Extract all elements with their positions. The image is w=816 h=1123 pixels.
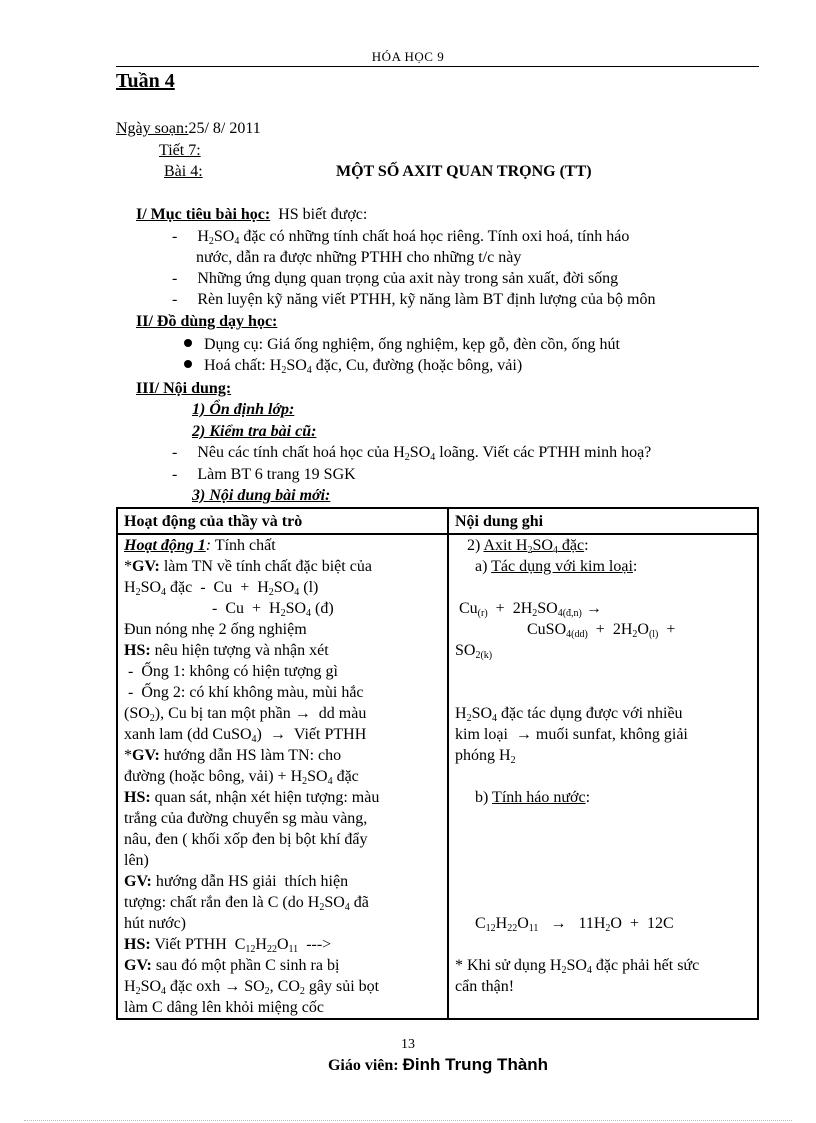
activity-cell bbox=[117, 534, 448, 1019]
text-line bbox=[455, 808, 751, 829]
period-label: Tiết 7: bbox=[159, 142, 201, 159]
header-rule bbox=[116, 66, 759, 67]
materials-item: Hoá chất: $H_2SO_4$ đặc, Cu, đường (hoặc bông, vải) bbox=[184, 357, 522, 375]
text-line: HS: quan sát, nhận xét hiện tượng: màu bbox=[124, 789, 380, 806]
text-line: trắng của đường chuyển sg màu vàng, bbox=[124, 810, 368, 827]
activity-title: Hoạt động 1: Tính chất bbox=[124, 537, 276, 554]
text-line bbox=[455, 577, 751, 598]
review-question: - Nêu các tính chất hoá học của $H_2SO_4$ loãng. Viết các PTHH minh hoạ? bbox=[172, 444, 652, 463]
equation-line: $Cu_{(r)} + 2H_2SO_{4(đ,n)}$ → bbox=[455, 600, 602, 619]
step-stabilize: 1) Ổn định lớp: bbox=[192, 401, 295, 418]
step-review: 2) Kiểm tra bài cũ: bbox=[192, 423, 317, 440]
equation-line: CuSO$_{4(dd)}$ + $2H_2O_{(l)}$ + bbox=[455, 621, 676, 640]
notes-cell bbox=[448, 534, 758, 1019]
lesson-table bbox=[116, 507, 759, 1020]
text-line: $H_2SO_4$ đặc oxh → $SO_2$, $CO_2$ gây sủi bọt bbox=[124, 978, 380, 997]
text-line bbox=[455, 766, 751, 787]
note-subheading: b) Tính háo nước: bbox=[455, 789, 591, 806]
text-line: tượng: chất rắn đen là C (do $H_2SO_4$ đã bbox=[124, 894, 369, 913]
week-heading: Tuần 4 bbox=[116, 70, 175, 92]
text-line: Đun nóng nhẹ 2 ống nghiệm bbox=[124, 621, 307, 638]
text-line: *GV: hướng dẫn HS làm TN: cho bbox=[124, 747, 342, 764]
col-activity-header: Hoạt động của thầy và trò bbox=[117, 508, 448, 534]
text-line: phóng $H_2$ bbox=[455, 747, 516, 766]
note-subheading: a) Tác dụng với kim loại: bbox=[455, 558, 638, 575]
text-line: GV: sau đó một phần C sinh ra bị bbox=[124, 957, 340, 974]
equation-line: $SO_{2(k)}$ bbox=[455, 642, 493, 661]
text-line bbox=[455, 661, 751, 682]
text-line: hút nước) bbox=[124, 915, 187, 932]
text-line bbox=[455, 892, 751, 913]
materials-heading: II/ Đồ dùng dạy học: bbox=[136, 313, 278, 330]
footer-divider bbox=[24, 1120, 792, 1121]
text-line: xanh lam (dd CuSO$_4$) → Viết PTHH bbox=[124, 726, 367, 745]
text-line: đường (hoặc bông, vải) + $H_2SO_4$ đặc bbox=[124, 768, 359, 787]
text-line: *GV: làm TN về tính chất đặc biệt của bbox=[124, 558, 372, 575]
text-line: * Khi sử dụng $H_2SO_4$ đặc phải hết sức bbox=[455, 957, 700, 976]
text-line: lên) bbox=[124, 852, 149, 869]
materials-item: Dụng cụ: Giá ống nghiệm, ống nghiệm, kẹp gỗ, đèn cồn, ống hút bbox=[184, 336, 620, 354]
objective-item: - Những ứng dụng quan trọng của axit này trong sản xuất, đời sống bbox=[172, 270, 619, 287]
objective-item-cont: nước, dẫn ra được những PTHH cho những t/c này bbox=[196, 249, 522, 266]
text-line: cẩn thận! bbox=[455, 978, 515, 995]
objective-item: - $H_2SO_4$ đặc có những tính chất hoá học riêng. Tính oxi hoá, tính háo bbox=[172, 228, 630, 247]
table-header-row bbox=[117, 508, 758, 534]
text-line: nâu, đen ( khối xốp đen bị bột khí đẩy bbox=[124, 831, 368, 848]
text-line: làm C dâng lên khỏi miệng cốc bbox=[124, 999, 324, 1016]
text-line: GV: hướng dẫn HS giải thích hiện bbox=[124, 873, 349, 890]
table-row bbox=[117, 534, 758, 1019]
objective-item: - Rèn luyện kỹ năng viết PTHH, kỹ năng làm BT định lượng của bộ môn bbox=[172, 291, 656, 308]
note-heading: 2) Axit $H_2SO_4$ đặc: bbox=[455, 537, 589, 556]
col-notes-header: Nội dung ghi bbox=[448, 508, 758, 534]
prep-date: Ngày soạn:25/ 8/ 2011 bbox=[116, 120, 261, 137]
text-line: $(SO_2)$, Cu bị tan một phần → dd màu bbox=[124, 705, 367, 724]
equation-line: $C_{12}H_{22}O_{11} \to 11H_2O + 12C$ bbox=[455, 915, 674, 934]
text-line bbox=[455, 871, 751, 892]
text-line bbox=[455, 682, 751, 703]
lesson-label: Bài 4: bbox=[164, 163, 203, 180]
teacher-credit: Giáo viên: Đinh Trung Thành bbox=[327, 1055, 549, 1074]
content-heading: III/ Nội dung: bbox=[136, 380, 232, 397]
text-line: - $Cu + H_2SO_4$ (đ) bbox=[124, 600, 334, 619]
text-line: kim loại → muối sunfat, không giải bbox=[455, 726, 688, 743]
text-line: - Ống 1: không có hiện tượng gì bbox=[124, 663, 338, 680]
objectives-heading: I/ Mục tiêu bài học: HS biết được: bbox=[136, 206, 368, 223]
text-line: $H_2SO_4$ đặc tác dụng được với nhiều bbox=[455, 705, 683, 724]
header-title: HÓA HỌC 9 bbox=[371, 49, 445, 64]
text-line: HS: nêu hiện tượng và nhận xét bbox=[124, 642, 329, 659]
lesson-title: MỘT SỐ AXIT QUAN TRỌNG (TT) bbox=[336, 163, 592, 180]
page-number: 13 bbox=[401, 1037, 415, 1052]
text-line bbox=[455, 829, 751, 850]
text-line bbox=[455, 934, 751, 955]
bullet-icon bbox=[184, 360, 192, 368]
text-line: - Ống 2: có khí không màu, mùi hắc bbox=[124, 684, 364, 701]
text-line: HS: Viết PTHH $C_{12}H_{22}O_{11}$ ---> bbox=[124, 936, 332, 955]
text-line bbox=[455, 850, 751, 871]
bullet-icon bbox=[184, 339, 192, 347]
text-line: $H_2SO_4$ đặc - $Cu + H_2SO_4$ (l) bbox=[124, 579, 319, 598]
review-question: - Làm BT 6 trang 19 SGK bbox=[172, 466, 356, 483]
step-new-lesson: 3) Nội dung bài mới: bbox=[192, 487, 331, 504]
